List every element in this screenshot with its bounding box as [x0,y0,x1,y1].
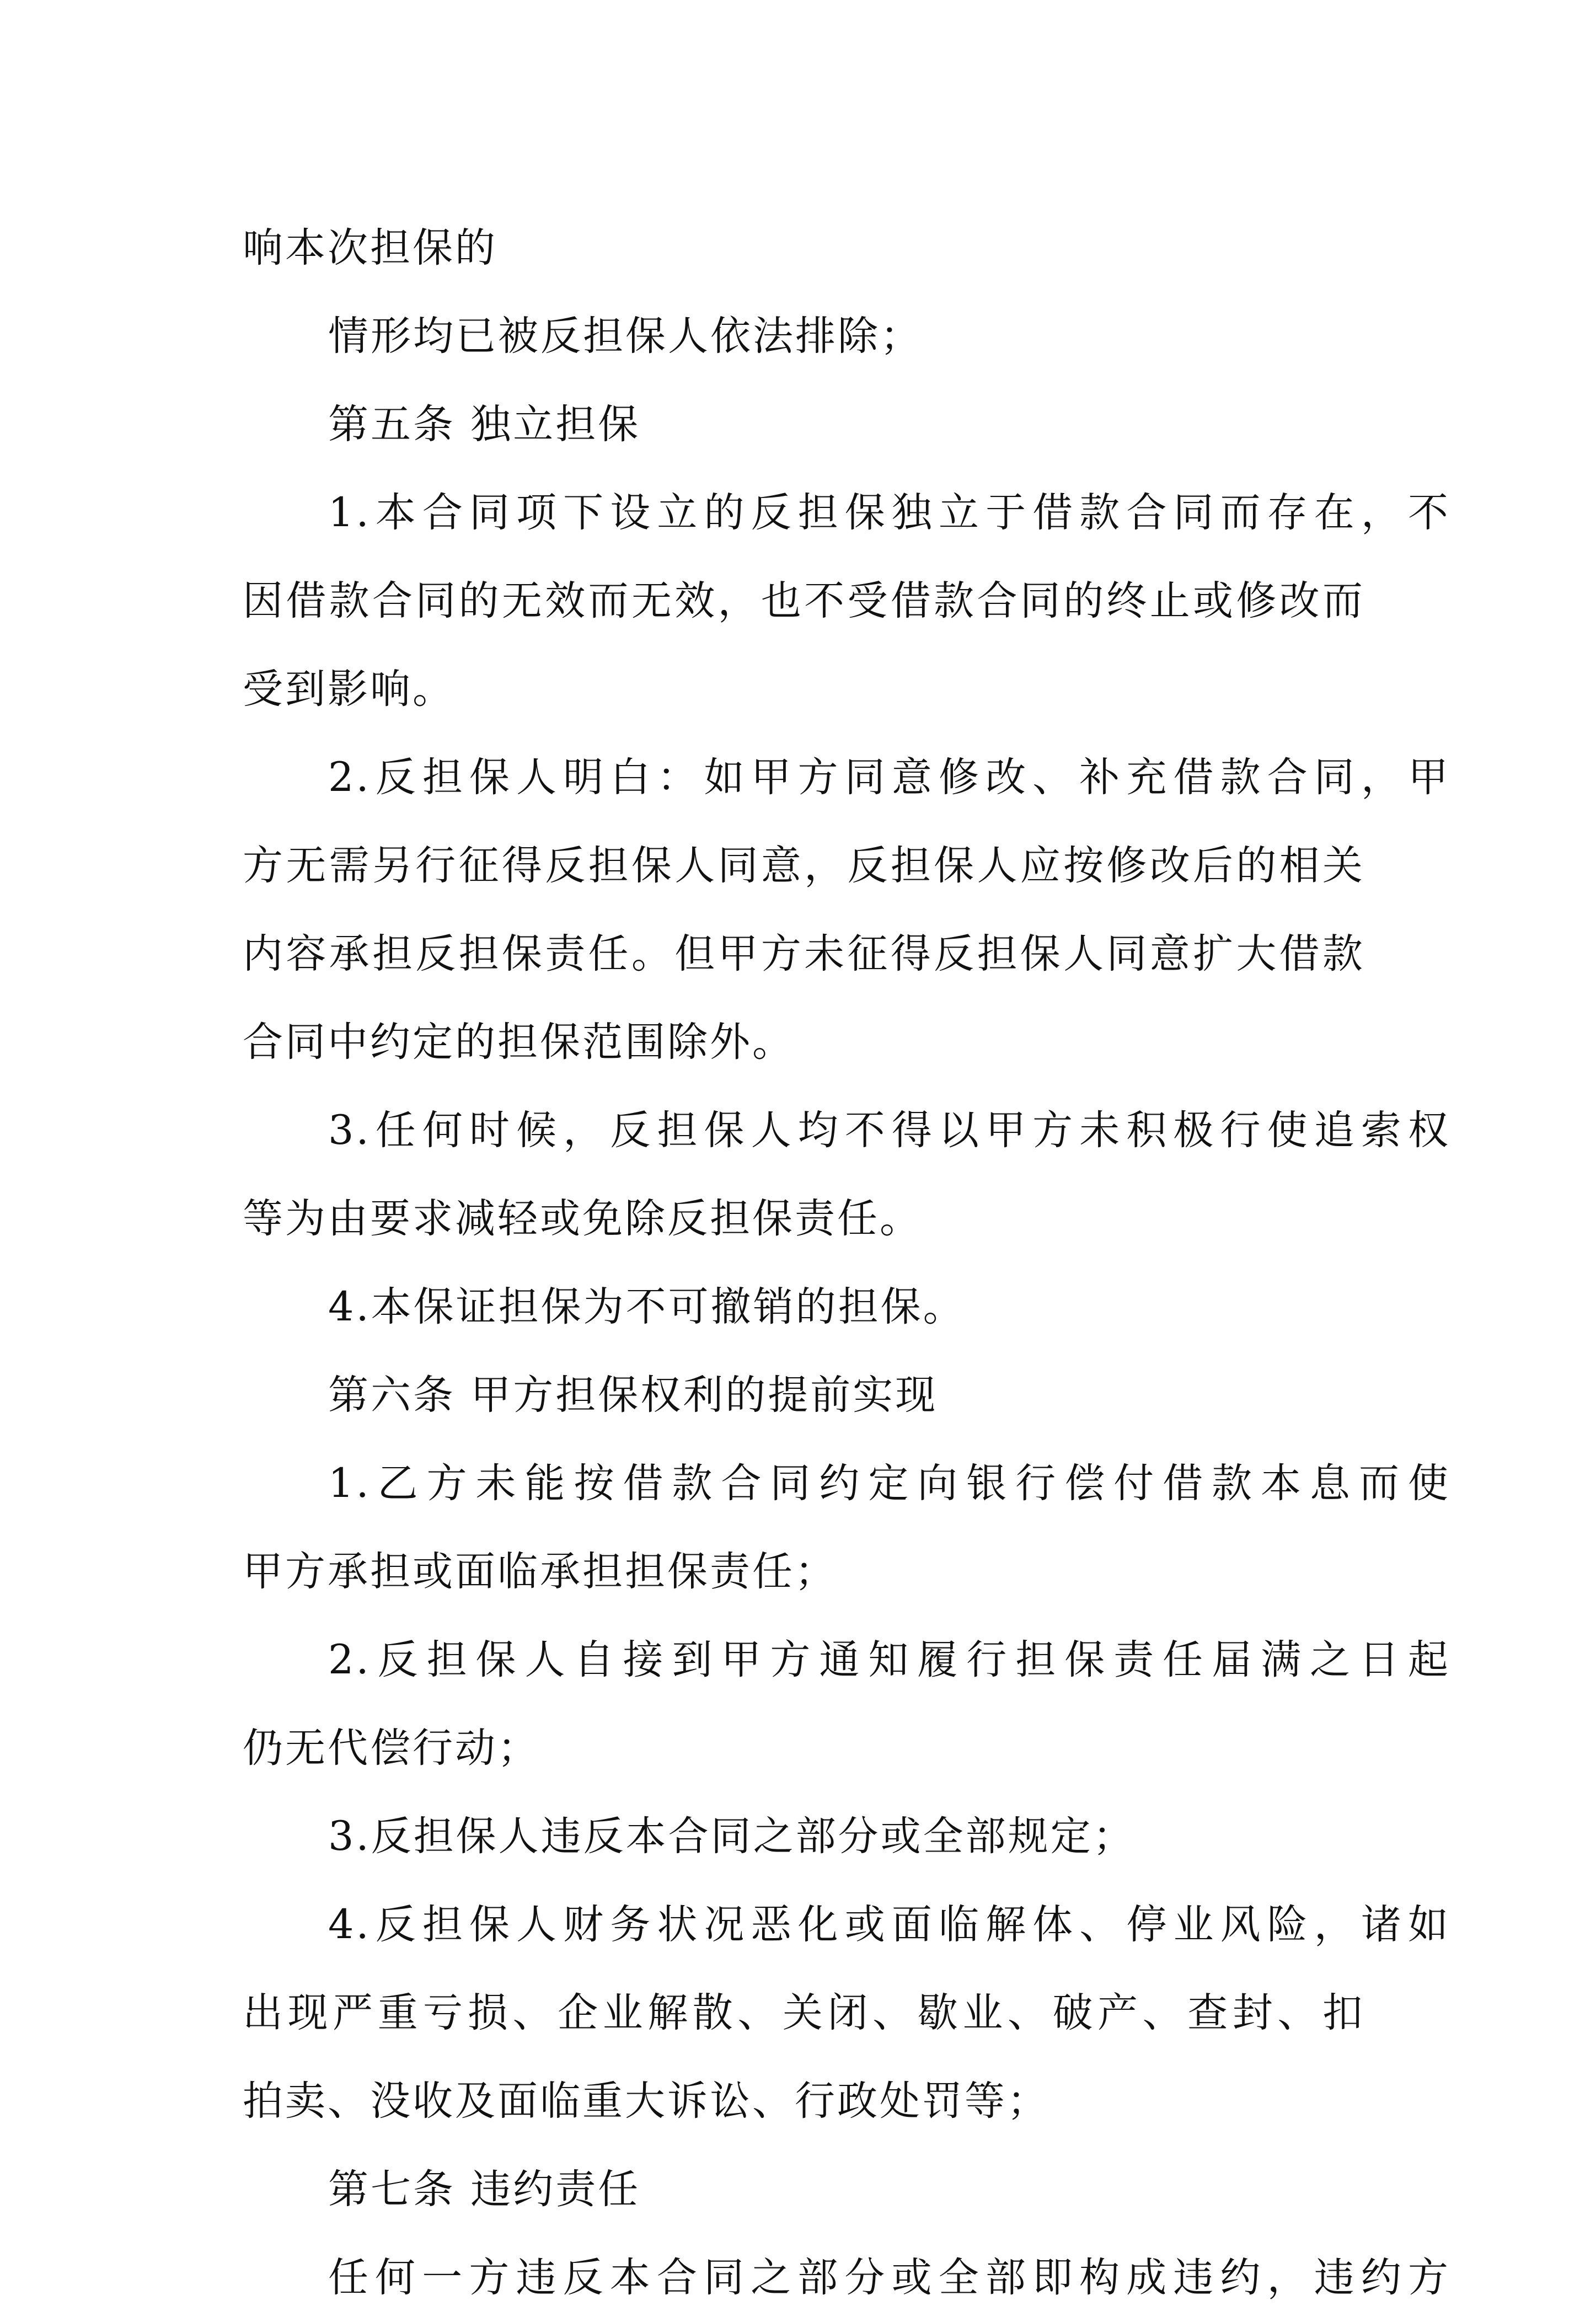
paragraph-line: 2.反担保人明白：如甲方同意修改、补充借款合同，甲 [328,754,1450,801]
paragraph-line: 内容承担反担保责任。但甲方未征得反担保人同意扩大借款 [243,930,1365,977]
paragraph-line: 1.本合同项下设立的反担保独立于借款合同而存在，不 [328,489,1450,536]
paragraph-line: 4.反担保人财务状况恶化或面临解体、停业风险，诸如 [328,1901,1450,1948]
document-text [243,204,1450,2322]
text-line-continuation: 情形均已被反担保人依法排除； [328,313,923,360]
paragraph-line: 2.反担保人自接到甲方通知履行担保责任届满之日起 [328,1636,1450,1683]
paragraph-line: 3.反担保人违反本合同之部分或全部规定； [328,1813,1136,1860]
paragraph-line: 方无需另行征得反担保人同意，反担保人应按修改后的相关 [243,842,1365,889]
paragraph-line: 受到影响。 [243,666,455,713]
article-heading-5: 第五条 独立担保 [328,401,641,448]
article-heading-6: 第六条 甲方担保权利的提前实现 [328,1372,938,1419]
paragraph-line: 合同中约定的担保范围除外。 [243,1019,795,1066]
paragraph-line: 拍卖、没收及面临重大诉讼、行政处罚等； [243,2078,1049,2125]
paragraph-line: 等为由要求减轻或免除反担保责任。 [243,1195,922,1242]
paragraph-line: 甲方承担或面临承担担保责任； [243,1548,837,1595]
paragraph-line: 仍无代偿行动； [243,1725,540,1772]
paragraph-line: 因借款合同的无效而无效，也不受借款合同的终止或修改而 [243,577,1365,624]
paragraph-line: 出现严重亏损、企业解散、关闭、歇业、破产、查封、扣 [243,1989,1365,2036]
article-heading-7: 第七条 违约责任 [328,2166,641,2213]
paragraph-line: 3.任何时候，反担保人均不得以甲方未积极行使追索权 [328,1107,1450,1154]
paragraph-line: 1.乙方未能按借款合同约定向银行偿付借款本息而使 [328,1460,1450,1507]
text-line-continuation: 响本次担保的 [243,224,497,271]
paragraph-line: 4.本保证担保为不可撤销的担保。 [328,1283,966,1330]
paragraph-line: 任何一方违反本合同之部分或全部即构成违约，违约方 [328,2254,1450,2301]
